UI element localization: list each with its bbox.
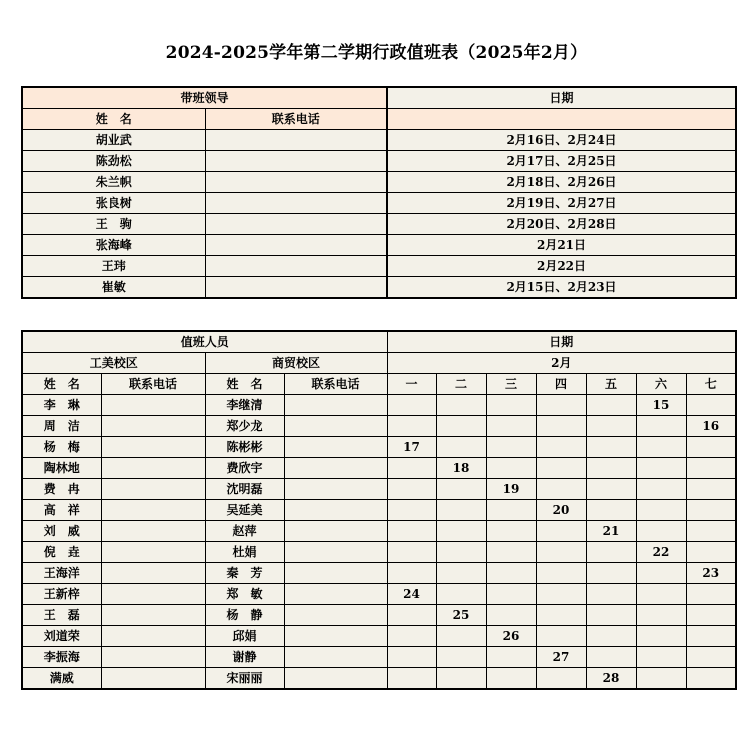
day-cell bbox=[436, 500, 486, 521]
staff-row bbox=[22, 479, 736, 500]
day-cell bbox=[436, 647, 486, 668]
day-cell bbox=[636, 605, 686, 626]
day-cell bbox=[686, 395, 736, 416]
day-cell bbox=[686, 458, 736, 479]
day-cell bbox=[436, 521, 486, 542]
day-cell bbox=[387, 647, 436, 668]
campus-b-phone bbox=[284, 479, 387, 500]
campus-a-phone bbox=[101, 500, 205, 521]
staff-group-header: 值班人员 bbox=[22, 331, 387, 353]
campus-b-phone bbox=[284, 416, 387, 437]
weekday-header: 二 bbox=[436, 374, 486, 395]
campus-b-name: 吴延美 bbox=[205, 500, 284, 521]
staff-row bbox=[22, 626, 736, 647]
leader-group-header: 带班领导 bbox=[22, 87, 387, 109]
day-cell bbox=[686, 437, 736, 458]
day-cell bbox=[436, 479, 486, 500]
campus-a-phone bbox=[101, 563, 205, 584]
day-cell bbox=[586, 584, 636, 605]
leader-date: 2月19日、2月27日 bbox=[387, 193, 736, 214]
leader-row bbox=[22, 235, 736, 256]
leader-name: 胡业武 bbox=[22, 130, 205, 151]
day-cell bbox=[436, 416, 486, 437]
leader-row bbox=[22, 193, 736, 214]
day-cell bbox=[686, 605, 736, 626]
day-cell bbox=[486, 416, 536, 437]
leader-date: 2月18日、2月26日 bbox=[387, 172, 736, 193]
leader-date-empty bbox=[387, 109, 736, 130]
day-cell bbox=[387, 395, 436, 416]
campus-a-name: 高 祥 bbox=[22, 500, 101, 521]
day-cell bbox=[636, 437, 686, 458]
campus-a-phone bbox=[101, 584, 205, 605]
weekday-header: 三 bbox=[486, 374, 536, 395]
day-cell bbox=[686, 647, 736, 668]
duty-day-cell: 15 bbox=[636, 395, 686, 416]
campus-a-phone bbox=[101, 647, 205, 668]
leader-name: 陈劲松 bbox=[22, 151, 205, 172]
day-cell bbox=[387, 542, 436, 563]
day-cell bbox=[387, 521, 436, 542]
staff-date-header: 日期 bbox=[387, 331, 736, 353]
day-cell bbox=[686, 626, 736, 647]
day-cell bbox=[536, 668, 586, 690]
staff-row bbox=[22, 605, 736, 626]
campus-b-phone bbox=[284, 626, 387, 647]
campus-b-phone bbox=[284, 500, 387, 521]
month-header: 2月 bbox=[387, 353, 736, 374]
day-cell bbox=[586, 395, 636, 416]
day-cell bbox=[486, 584, 536, 605]
day-cell bbox=[586, 563, 636, 584]
campus-a-phone bbox=[101, 479, 205, 500]
day-cell bbox=[436, 437, 486, 458]
campus-b-phone bbox=[284, 584, 387, 605]
day-cell bbox=[436, 542, 486, 563]
campus-b-phone-header: 联系电话 bbox=[284, 374, 387, 395]
campus-a-phone bbox=[101, 626, 205, 647]
day-cell bbox=[686, 500, 736, 521]
day-cell bbox=[636, 563, 686, 584]
staff-row bbox=[22, 437, 736, 458]
campus-b-name: 沈明磊 bbox=[205, 479, 284, 500]
duty-day-cell: 18 bbox=[436, 458, 486, 479]
day-cell bbox=[536, 521, 586, 542]
day-cell bbox=[536, 437, 586, 458]
day-cell bbox=[536, 458, 586, 479]
campus-b-phone bbox=[284, 395, 387, 416]
leader-row bbox=[22, 214, 736, 235]
campus-a-name: 李 琳 bbox=[22, 395, 101, 416]
day-cell bbox=[387, 605, 436, 626]
campus-a-name: 陶林地 bbox=[22, 458, 101, 479]
day-cell bbox=[586, 626, 636, 647]
campus-b-name: 谢静 bbox=[205, 647, 284, 668]
day-cell bbox=[636, 458, 686, 479]
campus-a-name: 李振海 bbox=[22, 647, 101, 668]
leader-date: 2月15日、2月23日 bbox=[387, 277, 736, 299]
day-cell bbox=[636, 626, 686, 647]
day-cell bbox=[686, 584, 736, 605]
staff-row bbox=[22, 416, 736, 437]
campus-a-name: 刘 威 bbox=[22, 521, 101, 542]
staff-row bbox=[22, 542, 736, 563]
day-cell bbox=[486, 395, 536, 416]
staff-row bbox=[22, 563, 736, 584]
day-cell bbox=[387, 563, 436, 584]
campus-a-phone bbox=[101, 542, 205, 563]
day-cell bbox=[636, 416, 686, 437]
weekday-header: 六 bbox=[636, 374, 686, 395]
staff-row bbox=[22, 521, 736, 542]
leader-date: 2月22日 bbox=[387, 256, 736, 277]
campus-b-name: 郑少龙 bbox=[205, 416, 284, 437]
staff-row bbox=[22, 668, 736, 690]
campus-b-name-header: 姓 名 bbox=[205, 374, 284, 395]
duty-day-cell: 27 bbox=[536, 647, 586, 668]
duty-day-cell: 21 bbox=[586, 521, 636, 542]
leader-date: 2月20日、2月28日 bbox=[387, 214, 736, 235]
campus-a-name: 周 洁 bbox=[22, 416, 101, 437]
day-cell bbox=[686, 479, 736, 500]
weekday-header: 七 bbox=[686, 374, 736, 395]
day-cell bbox=[486, 605, 536, 626]
campus-b-name: 秦 芳 bbox=[205, 563, 284, 584]
day-cell bbox=[387, 500, 436, 521]
staff-row bbox=[22, 647, 736, 668]
leader-name: 朱兰帜 bbox=[22, 172, 205, 193]
day-cell bbox=[636, 479, 686, 500]
day-cell bbox=[436, 626, 486, 647]
leader-phone bbox=[205, 130, 387, 151]
leader-row bbox=[22, 277, 736, 299]
day-cell bbox=[636, 647, 686, 668]
day-cell bbox=[387, 479, 436, 500]
day-cell bbox=[387, 458, 436, 479]
day-cell bbox=[536, 395, 586, 416]
page-title: 2024-2025学年第二学期行政值班表（2025年2月） bbox=[165, 43, 588, 63]
weekday-header: 一 bbox=[387, 374, 436, 395]
leader-row bbox=[22, 151, 736, 172]
leader-name-header: 姓 名 bbox=[22, 109, 205, 130]
leader-name: 王 驹 bbox=[22, 214, 205, 235]
leader-phone bbox=[205, 235, 387, 256]
leader-phone bbox=[205, 193, 387, 214]
day-cell bbox=[436, 395, 486, 416]
campus-b-name: 李继清 bbox=[205, 395, 284, 416]
campus-a-name: 王新梓 bbox=[22, 584, 101, 605]
day-cell bbox=[387, 416, 436, 437]
weekday-header: 五 bbox=[586, 374, 636, 395]
day-cell bbox=[486, 563, 536, 584]
campus-b-name: 杨 静 bbox=[205, 605, 284, 626]
day-cell bbox=[436, 563, 486, 584]
duty-day-cell: 16 bbox=[686, 416, 736, 437]
staff-row bbox=[22, 500, 736, 521]
campus-b-phone bbox=[284, 563, 387, 584]
day-cell bbox=[486, 437, 536, 458]
campus-b-name: 邱娟 bbox=[205, 626, 284, 647]
day-cell bbox=[686, 521, 736, 542]
campus-b-name: 费欣宇 bbox=[205, 458, 284, 479]
duty-day-cell: 25 bbox=[436, 605, 486, 626]
day-cell bbox=[536, 479, 586, 500]
duty-day-cell: 17 bbox=[387, 437, 436, 458]
day-cell bbox=[486, 542, 536, 563]
duty-day-cell: 22 bbox=[636, 542, 686, 563]
campus-a-phone bbox=[101, 395, 205, 416]
day-cell bbox=[486, 668, 536, 690]
campus-b-phone bbox=[284, 521, 387, 542]
campus-b-name: 郑 敏 bbox=[205, 584, 284, 605]
day-cell bbox=[486, 521, 536, 542]
leader-date: 2月17日、2月25日 bbox=[387, 151, 736, 172]
day-cell bbox=[636, 521, 686, 542]
campus-a-phone bbox=[101, 458, 205, 479]
staff-row bbox=[22, 458, 736, 479]
day-cell bbox=[586, 605, 636, 626]
leader-date: 2月21日 bbox=[387, 235, 736, 256]
leader-row bbox=[22, 256, 736, 277]
campus-a-header: 工美校区 bbox=[22, 353, 205, 374]
staff-row bbox=[22, 395, 736, 416]
day-cell bbox=[486, 647, 536, 668]
day-cell bbox=[586, 647, 636, 668]
duty-day-cell: 19 bbox=[486, 479, 536, 500]
campus-a-phone bbox=[101, 668, 205, 690]
leader-phone bbox=[205, 172, 387, 193]
day-cell bbox=[486, 500, 536, 521]
campus-a-phone bbox=[101, 521, 205, 542]
leader-name: 张海峰 bbox=[22, 235, 205, 256]
campus-b-name: 陈彬彬 bbox=[205, 437, 284, 458]
campus-a-name: 杨 梅 bbox=[22, 437, 101, 458]
weekday-header: 四 bbox=[536, 374, 586, 395]
leader-phone bbox=[205, 277, 387, 299]
leader-name: 崔敏 bbox=[22, 277, 205, 299]
day-cell bbox=[536, 563, 586, 584]
campus-b-phone bbox=[284, 437, 387, 458]
day-cell bbox=[586, 500, 636, 521]
day-cell bbox=[486, 458, 536, 479]
day-cell bbox=[636, 584, 686, 605]
campus-a-phone-header: 联系电话 bbox=[101, 374, 205, 395]
leader-duty-table bbox=[21, 86, 737, 299]
day-cell bbox=[586, 542, 636, 563]
campus-b-phone bbox=[284, 668, 387, 690]
leader-phone-header: 联系电话 bbox=[205, 109, 387, 130]
campus-b-phone bbox=[284, 542, 387, 563]
campus-a-phone bbox=[101, 437, 205, 458]
campus-b-name: 宋丽丽 bbox=[205, 668, 284, 690]
leader-date: 2月16日、2月24日 bbox=[387, 130, 736, 151]
staff-row bbox=[22, 584, 736, 605]
day-cell bbox=[387, 668, 436, 690]
campus-b-name: 杜娟 bbox=[205, 542, 284, 563]
campus-a-name: 刘道荣 bbox=[22, 626, 101, 647]
day-cell bbox=[536, 605, 586, 626]
leader-name: 王玮 bbox=[22, 256, 205, 277]
duty-day-cell: 23 bbox=[686, 563, 736, 584]
campus-b-phone bbox=[284, 605, 387, 626]
leader-row bbox=[22, 130, 736, 151]
day-cell bbox=[586, 479, 636, 500]
day-cell bbox=[436, 584, 486, 605]
campus-a-name: 王 磊 bbox=[22, 605, 101, 626]
day-cell bbox=[536, 542, 586, 563]
campus-a-name: 倪 垚 bbox=[22, 542, 101, 563]
day-cell bbox=[586, 416, 636, 437]
campus-b-phone bbox=[284, 458, 387, 479]
day-cell bbox=[636, 500, 686, 521]
duty-day-cell: 20 bbox=[536, 500, 586, 521]
leader-name: 张良树 bbox=[22, 193, 205, 214]
day-cell bbox=[536, 584, 586, 605]
leader-phone bbox=[205, 214, 387, 235]
duty-day-cell: 24 bbox=[387, 584, 436, 605]
duty-day-cell: 28 bbox=[586, 668, 636, 690]
campus-a-name: 王海洋 bbox=[22, 563, 101, 584]
campus-b-name: 赵萍 bbox=[205, 521, 284, 542]
day-cell bbox=[536, 626, 586, 647]
day-cell bbox=[586, 437, 636, 458]
campus-b-phone bbox=[284, 647, 387, 668]
leader-phone bbox=[205, 151, 387, 172]
staff-duty-table bbox=[21, 330, 737, 690]
duty-day-cell: 26 bbox=[486, 626, 536, 647]
leader-row bbox=[22, 172, 736, 193]
campus-a-name: 满威 bbox=[22, 668, 101, 690]
day-cell bbox=[686, 668, 736, 690]
day-cell bbox=[636, 668, 686, 690]
leader-date-header: 日期 bbox=[387, 87, 736, 109]
day-cell bbox=[387, 626, 436, 647]
campus-a-name-header: 姓 名 bbox=[22, 374, 101, 395]
campus-a-phone bbox=[101, 605, 205, 626]
leader-phone bbox=[205, 256, 387, 277]
day-cell bbox=[686, 542, 736, 563]
campus-a-phone bbox=[101, 416, 205, 437]
campus-a-name: 费 冉 bbox=[22, 479, 101, 500]
day-cell bbox=[586, 458, 636, 479]
day-cell bbox=[436, 668, 486, 690]
day-cell bbox=[536, 416, 586, 437]
campus-b-header: 商贸校区 bbox=[205, 353, 387, 374]
